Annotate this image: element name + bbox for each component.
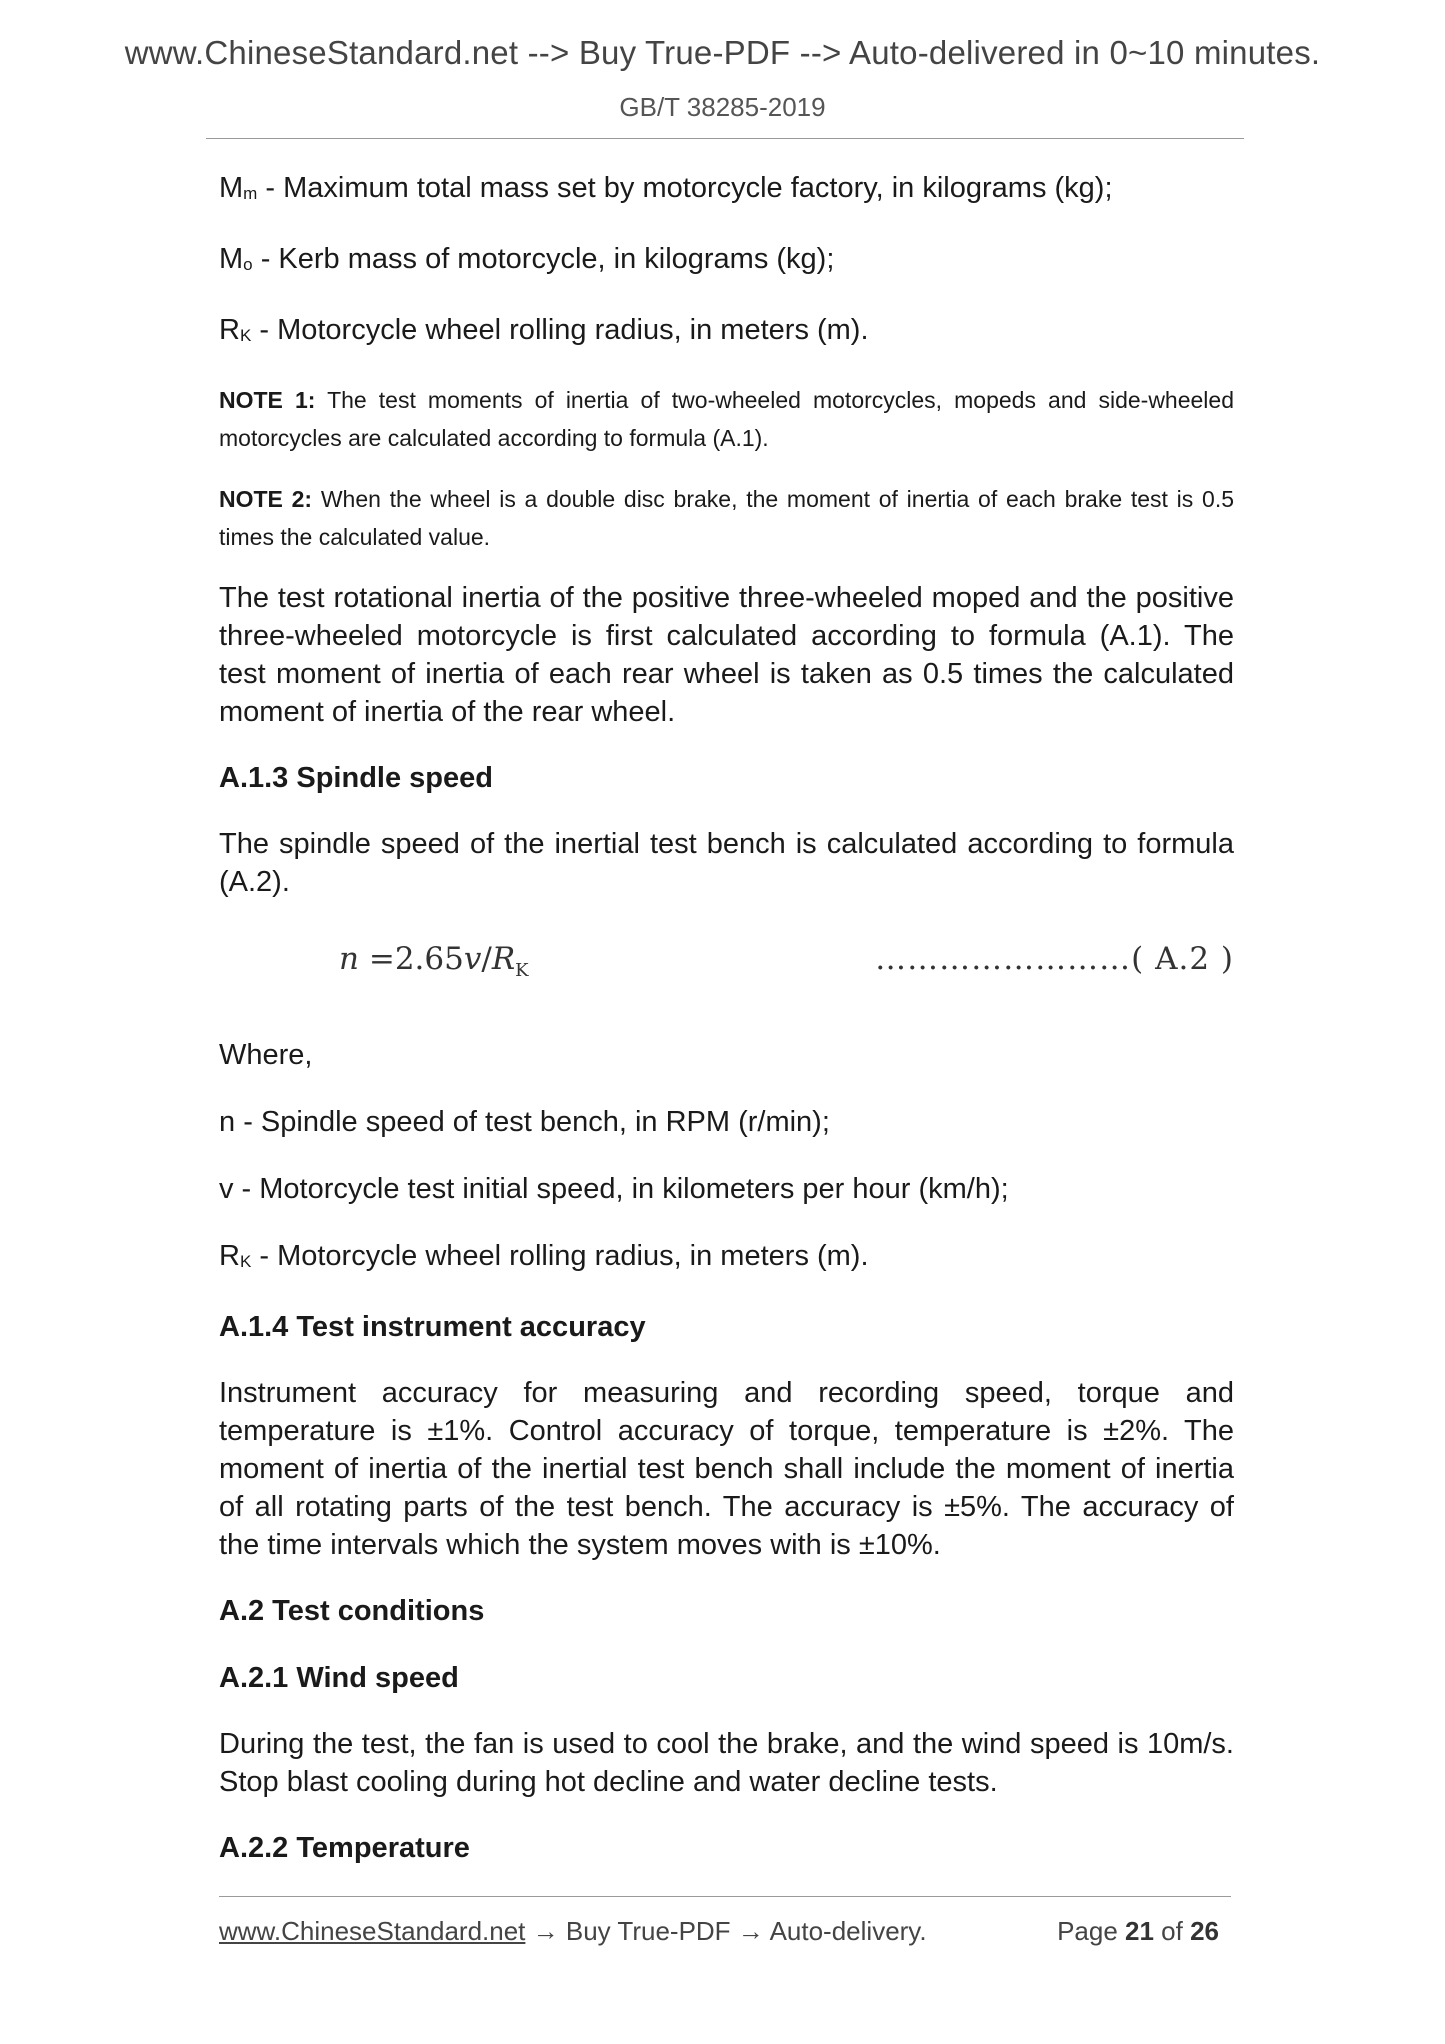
definition-rk: $R_K$ - Motorcycle wheel rolling radius, in meters (m). — [219, 314, 869, 346]
definition-mo: $M_o$ - Kerb mass of motorcycle, in kilograms (kg); — [219, 243, 835, 275]
note-1: NOTE 1: The test moments of inertia of two-wheeled motorcycles, mopeds and side-wheeled motorcycles are calculated according to formula (A.1). — [219, 387, 1234, 451]
where-label: Where, — [219, 1039, 313, 1071]
standard-number: GB/T 38285-2019 — [619, 92, 826, 122]
heading-test-conditions: A.2 Test conditions — [219, 1595, 485, 1627]
heading-spindle-speed: A.1.3 Spindle speed — [219, 762, 493, 794]
definition-n: n - Spindle speed of test bench, in RPM (r/min); — [219, 1106, 830, 1138]
formula-reference: ……………………( A.2 ) — [875, 941, 1234, 977]
paragraph-spindle-speed: The spindle speed of the inertial test bench is calculated according to formula (A.2). — [219, 828, 1234, 898]
footer-divider — [219, 1896, 1231, 1897]
page-indicator: Page 21 of 26 — [1057, 1916, 1219, 1946]
header-divider — [206, 138, 1244, 139]
paragraph-instrument-accuracy: Instrument accuracy for measuring and recording speed, torque and temperature is ±1%. Control accuracy of torque, temperature is ±2%. The moment of inertia of the inertial test bench shall include the moment of inertia of all rotating parts of the test bench. The accuracy is ±5%. The accuracy of the time intervals which the system moves with is ±10%. — [219, 1377, 1234, 1561]
paragraph-wind-speed: During the test, the fan is used to cool the brake, and the wind speed is 10m/s. Stop blast cooling during hot decline and water decline tests. — [219, 1728, 1234, 1798]
note-2: NOTE 2: When the wheel is a double disc brake, the moment of inertia of each brake test is 0.5 times the calculated value. — [219, 486, 1235, 550]
header-banner: www.ChineseStandard.net --> Buy True-PDF --> Auto-delivered in 0~10 minutes. — [124, 34, 1321, 71]
formula-a2 — [219, 941, 1234, 991]
definition-mm: $M_m$ - Maximum total mass set by motorcycle factory, in kilograms (kg); — [219, 172, 1113, 204]
formula-expression: $n =2.65v/R_K$ — [339, 941, 529, 982]
definition-v: v - Motorcycle test initial speed, in kilometers per hour (km/h); — [219, 1173, 1009, 1205]
heading-temperature: A.2.2 Temperature — [219, 1832, 470, 1864]
definition-rk-2: $R_K$ - Motorcycle wheel rolling radius, in meters (m). — [219, 1240, 869, 1272]
heading-wind-speed: A.2.1 Wind speed — [219, 1662, 459, 1694]
footer-site-link[interactable]: www.ChineseStandard.net — [219, 1916, 526, 1946]
footer-links: www.ChineseStandard.net → Buy True-PDF → Auto-delivery. — [219, 1916, 927, 1946]
page-body — [219, 168, 1234, 1895]
heading-instrument-accuracy: A.1.4 Test instrument accuracy — [219, 1311, 646, 1343]
paragraph-rotational-inertia: The test rotational inertia of the positive three-wheeled moped and the positive three-wheeled motorcycle is first calculated according to formula (A.1). The test moment of inertia of each rear wheel is taken as 0.5 times the calculated moment of inertia of the rear wheel. — [219, 582, 1234, 728]
